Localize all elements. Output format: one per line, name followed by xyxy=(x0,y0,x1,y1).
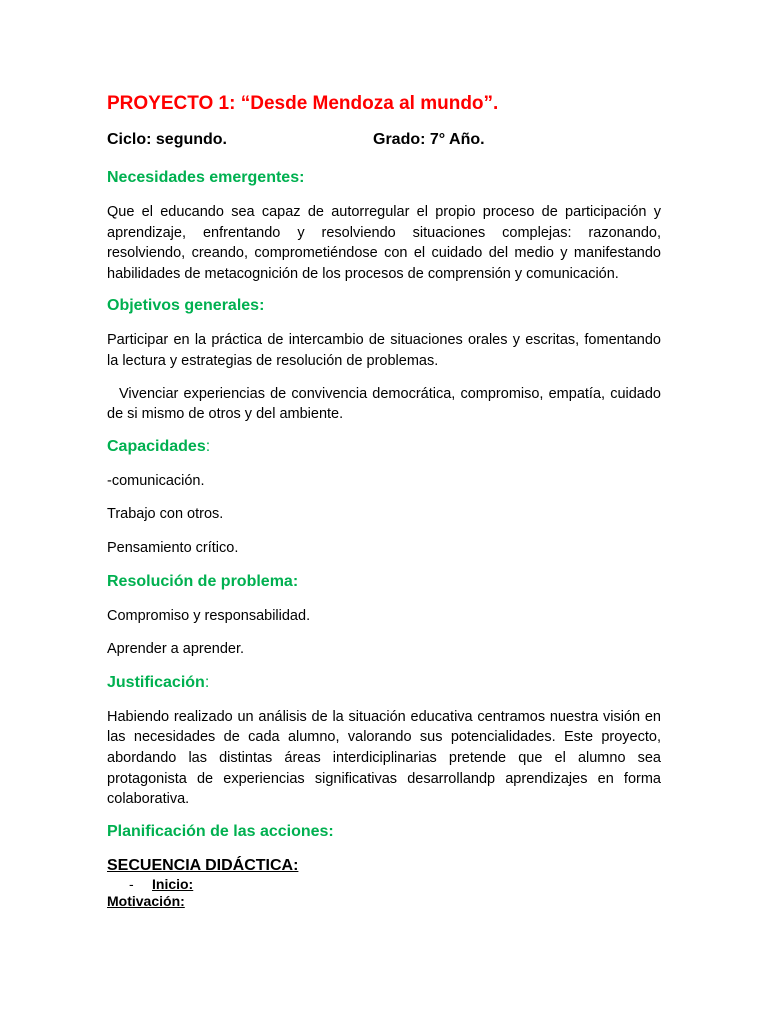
objetivos-paragraph-2: Vivenciar experiencias de convivencia democrática, compromiso, empatía, cuidado de si mismo de otros y del ambiente. xyxy=(107,385,661,423)
resolucion-item: Aprender a aprender. xyxy=(107,641,245,658)
inicio-bullet xyxy=(107,876,661,893)
grade-label: Grado: 7° Año. xyxy=(373,131,485,148)
heading-justificacion xyxy=(107,673,661,693)
heading-necesidades: Necesidades emergentes: xyxy=(107,169,305,186)
capacidad-item: -comunicación. xyxy=(107,472,205,489)
resolucion-item: Compromiso y responsabilidad. xyxy=(107,607,311,624)
heading-planificacion: Planificación de las acciones: xyxy=(107,822,334,840)
heading-resolucion: Resolución de problema: xyxy=(107,572,299,590)
capacidades-heading-text: Capacidades xyxy=(107,437,206,455)
capacidad-item: Trabajo con otros. xyxy=(107,506,224,523)
heading-capacidades xyxy=(107,437,661,457)
capacidad-item: Pensamiento crítico. xyxy=(107,539,239,556)
justificacion-heading-colon: : xyxy=(204,673,210,691)
capacidades-heading-colon: : xyxy=(205,437,211,455)
motivacion-label: Motivación: xyxy=(107,892,185,909)
inicio-label: Inicio: xyxy=(152,875,194,892)
cycle-label: Ciclo: segundo. xyxy=(107,131,227,148)
secuencia-title: SECUENCIA DIDÁCTICA: xyxy=(107,856,299,874)
heading-objetivos: Objetivos generales: xyxy=(107,297,265,315)
project-title: PROYECTO 1: “Desde Mendoza al mundo”. xyxy=(107,93,499,114)
justificacion-text: Habiendo realizado un análisis de la situación educativa centramos nuestra visión en las necesidades de cada alumno, valorando sus potencialidades. Este proyecto, abordando las distintas áreas interdiciplinarias pretende que el alumno sea protagonista de experiencias significativas desarrollandp aprendizajes en forma colaborativa. xyxy=(107,708,661,808)
objetivos-paragraph-1: Participar en la práctica de intercambio de situaciones orales y escritas, fomentando la lectura y estrategias de resolución de problemas. xyxy=(107,332,661,369)
justificacion-heading-text: Justificación xyxy=(107,673,205,691)
bullet-dash: - xyxy=(129,875,134,892)
document-content xyxy=(107,92,661,910)
necesidades-text: Que el educando sea capaz de autorregular el propio proceso de participación y aprendizaje, enfrentando y resolviendo situaciones complejas: razonando, resolviendo, creando, comprometiéndose con el cuidado del medio y manifestando habilidades de metacognición de los procesos de comprensión y comunicación. xyxy=(107,204,661,282)
cycle-grade-row xyxy=(107,130,661,150)
